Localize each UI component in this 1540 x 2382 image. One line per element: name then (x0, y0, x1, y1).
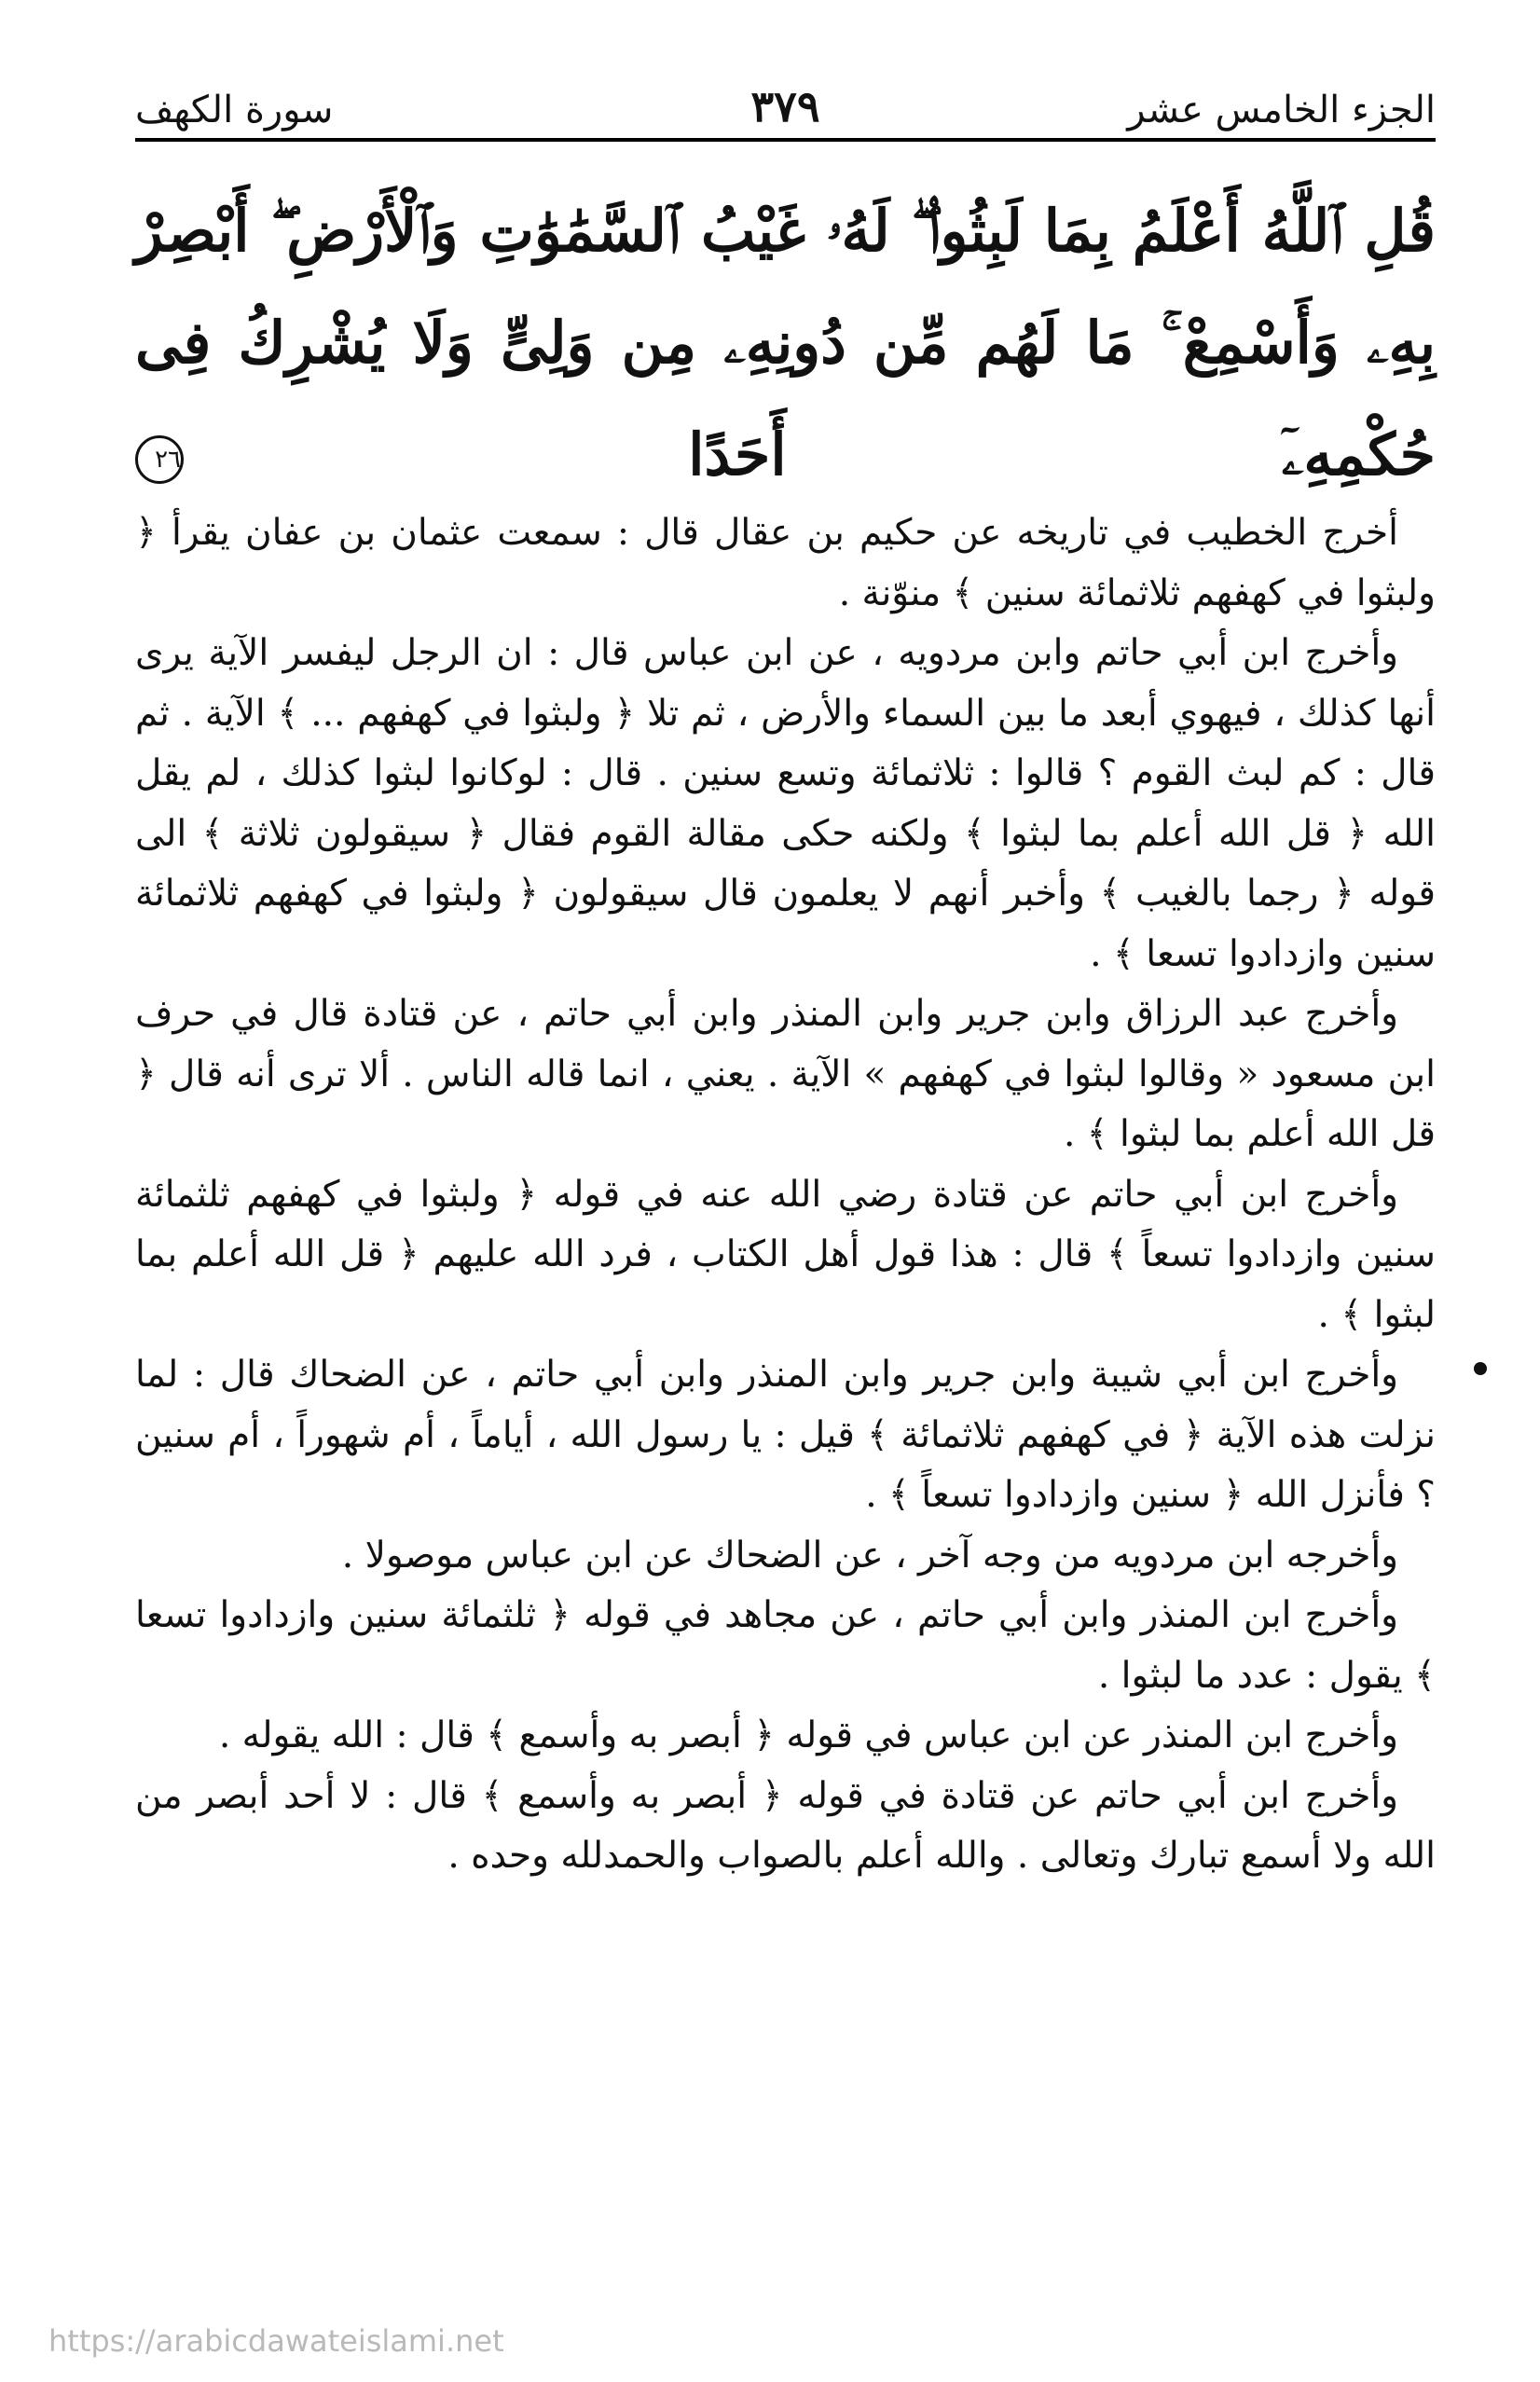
verse-text: قُلِ ٱللَّهُ أَعْلَمُ بِمَا لَبِثُوا۟ ۖ لَهُۥ غَيْبُ ٱلسَّمَٰوَٰتِ وَٱلْأَرْضِ ۖ أَبْصِرْ بِهِۦ وَأَسْمِعْ ۚ مَا لَهُم مِّن دُونِهِۦ مِن وَلِىٍّ وَلَا يُشْرِكُ فِى حُكْمِهِۦٓ أَحَدًا (135, 197, 1436, 489)
commentary-paragraph: وأخرج ابن أبي حاتم عن قتادة رضي الله عنه في قوله ﴿ ولبثوا في كهفهم ثلثمائة سنين وازدادوا تسعاً ﴾ قال : هذا قول أهل الكتاب ، فرد الله عليهم ﴿ قل الله أعلم بما لبثوا ﴾ . (135, 1173, 1436, 1336)
commentary-paragraph: وأخرج عبد الرزاق وابن جرير وابن المنذر وابن أبي حاتم ، عن قتادة قال في حرف ابن مسعود « وقالوا لبثوا في كهفهم » الآية . يعني ، انما قاله الناس . ألا ترى أنه قال ﴿ قل الله أعلم بما لبثوا ﴾ . (135, 993, 1436, 1155)
commentary-paragraph: وأخرج ابن المنذر وابن أبي حاتم ، عن مجاهد في قوله ﴿ ثلثمائة سنين وازدادوا تسعا ﴾ يقول : عدد ما لبثوا . (135, 1594, 1436, 1697)
page-header (135, 58, 1436, 132)
page-number: ٣٧٩ (750, 80, 820, 131)
header-divider (135, 138, 1436, 142)
margin-bullet-icon (1474, 1362, 1487, 1375)
commentary-paragraph-text: وأخرج ابن أبي شيبة وابن جرير وابن المنذر وابن أبي حاتم ، عن الضحاك قال : لما نزلت هذه الآية ﴿ في كهفهم ثلاثمائة ﴾ قيل : يا رسول الله ، أياماً ، أم شهوراً ، أم سنين ؟ فأنزل الله ﴿ سنين وازدادوا تسعاً ﴾ . (135, 1354, 1436, 1516)
commentary-paragraph-marked (135, 1345, 1436, 1526)
source-watermark: https://arabicdawateislami.net (48, 2323, 504, 2359)
quran-verse (135, 175, 1436, 489)
commentary-paragraph: وأخرج ابن أبي حاتم وابن مردويه ، عن ابن عباس قال : ان الرجل ليفسر الآية يرى أنها كذلك ، فيهوي أبعد ما بين السماء والأرض ، ثم تلا ﴿ ولبثوا في كهفهم ... ﴾ الآية . ثم قال : كم لبث القوم ؟ قالوا : ثلاثمائة وتسع سنين . قال : لوكانوا لبثوا كذلك ، لم يقل الله ﴿ قل الله أعلم بما لبثوا ﴾ ولكنه حكى مقالة القوم فقال ﴿ سيقولون ثلاثة ﴾ الى قوله ﴿ رجما بالغيب ﴾ وأخبر أنهم لا يعلمون قال سيقولون ﴿ ولبثوا في كهفهم ثلاثمائة سنين وازدادوا تسعا ﴾ . (135, 632, 1436, 975)
surah-title: سورة الكهف (135, 89, 334, 131)
juz-title: الجزء الخامس عشر (1127, 89, 1436, 131)
ayah-number-marker: ٢٦ (135, 435, 184, 484)
commentary-paragraph: وأخرج ابن المنذر عن ابن عباس في قوله ﴿ أبصر به وأسمع ﴾ قال : الله يقوله . (218, 1714, 1398, 1756)
commentary-body (135, 503, 1436, 1887)
commentary-paragraph: أخرج الخطيب في تاريخه عن حكيم بن عقال قال : سمعت عثمان بن عفان يقرأ ﴿ ولبثوا في كهفهم ثلاثمائة سنين ﴾ منوّنة . (135, 512, 1436, 614)
commentary-paragraph: وأخرج ابن أبي حاتم عن قتادة في قوله ﴿ أبصر به وأسمع ﴾ قال : لا أحد أبصر من الله ولا أسمع تبارك وتعالى . والله أعلم بالصواب والحمدلله وحده . (135, 1774, 1436, 1877)
commentary-paragraph: وأخرجه ابن مردويه من وجه آخر ، عن الضحاك عن ابن عباس موصولا . (341, 1534, 1398, 1577)
